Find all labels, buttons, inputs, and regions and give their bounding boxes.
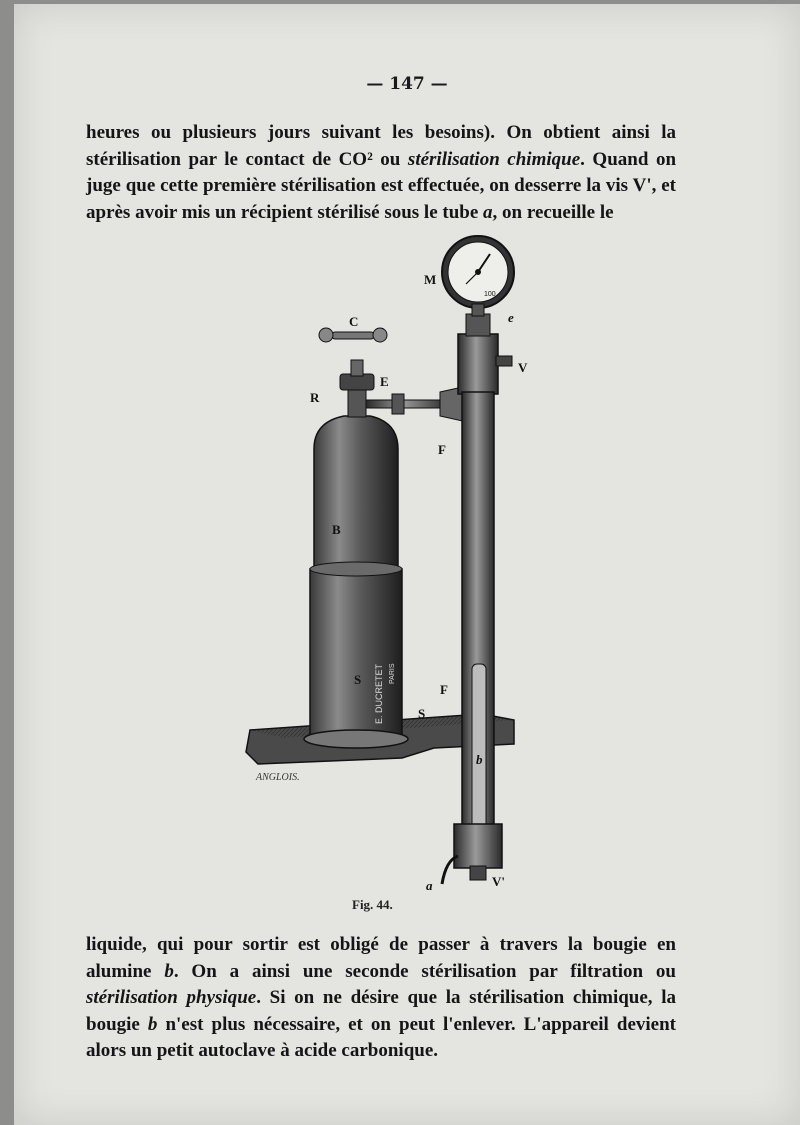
bottom-text-3: . Si on ne désire que la stérilisation chimique, la bougie (86, 987, 676, 1035)
top-italic-2: a (483, 201, 493, 223)
bottom-text-2: . On a ainsi une seconde stérilisation par filtration ou (173, 960, 677, 982)
book-page (14, 4, 800, 1125)
bottom-paragraph (86, 932, 676, 1065)
maker-mark-line-1: E. DUCRETET (374, 663, 384, 724)
label-F-mid: F (440, 682, 448, 697)
label-M: M (424, 272, 437, 287)
label-C: C (349, 314, 359, 329)
maker-mark-line-2: PARIS (389, 663, 396, 684)
label-V-prime: V' (492, 874, 505, 889)
bottom-italic-3: b (147, 1013, 158, 1035)
wrench (319, 328, 387, 342)
pressure-gauge (442, 236, 514, 316)
label-b: b (476, 752, 483, 767)
top-text-2: . Quand on juge que cette première stérilisation est effectuée, on desserre la vis V', et après avoir mis un récipient stérilisé sous le tube (86, 148, 677, 223)
bottom-text-4: n'est plus nécessaire, et on peut l'enlever. L'appareil devient alors un petit autoclave à acide carbonique. (86, 1013, 676, 1062)
top-text-1: heures ou plusieurs jours suivant les besoins). On obtient ainsi la stérilisation par le contact de CO² ou (86, 122, 676, 170)
label-B: B (332, 522, 341, 537)
label-F-top: F (438, 442, 446, 457)
bottom-text-1: liquide, qui pour sortir est obligé de passer à travers la bougie en alumine (86, 934, 676, 982)
engraver-signature: ANGLOIS. (256, 772, 300, 783)
label-S-right: S (418, 706, 426, 721)
bottom-italic-1: b (164, 960, 174, 982)
gas-cylinder (304, 360, 408, 748)
label-E: E (380, 374, 389, 389)
label-a: a (426, 878, 433, 893)
top-text-3: , on recueille le (492, 201, 614, 223)
gauge-reading: 100 (484, 291, 496, 298)
top-italic-1: stérilisation chimique (407, 148, 581, 170)
label-e: e (508, 310, 514, 325)
bottom-italic-2: stérilisation physique (86, 987, 257, 1009)
label-V: V (518, 360, 528, 375)
label-S-cylinder: S (354, 672, 362, 687)
figure-caption: Fig. 44. (352, 897, 393, 912)
page-number: — 147 — (366, 74, 448, 94)
label-R: R (310, 390, 320, 405)
